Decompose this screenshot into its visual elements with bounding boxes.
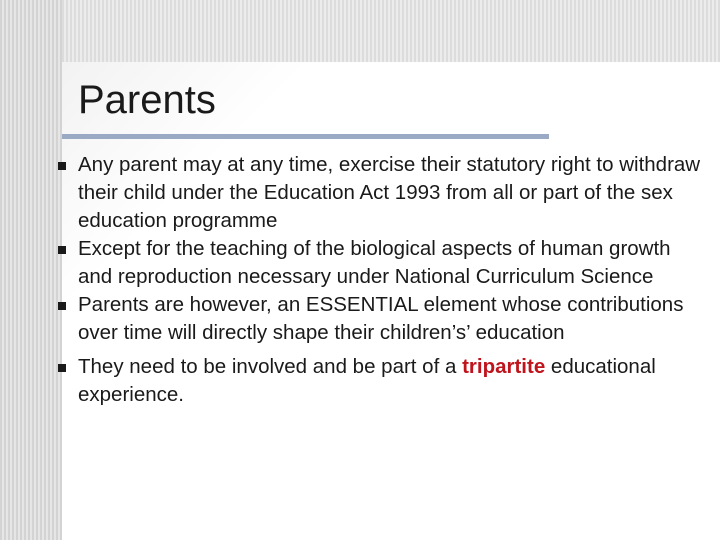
bullet-text-before: They need to be involved and be part of a: [78, 355, 463, 378]
square-bullet-icon: [58, 162, 66, 170]
bullet-item-withdraw-right: [58, 151, 708, 235]
bullet-list: [58, 151, 708, 409]
bullet-item-tripartite: [58, 353, 708, 409]
bullet-item-biological-exception: [58, 235, 708, 291]
slide-title: Parents: [78, 78, 216, 122]
square-bullet-icon: [58, 364, 66, 372]
square-bullet-icon: [58, 302, 66, 310]
bullet-item-essential-element: [58, 291, 708, 347]
bullet-text: Parents are however, an ESSENTIAL element whose contributions over time will directly shape their children’s’ education: [78, 293, 684, 344]
background-left-band: [0, 0, 62, 540]
bullet-text-after: educational experience.: [78, 355, 656, 406]
title-underline-rule: [62, 134, 549, 139]
bullet-text: Except for the teaching of the biological aspects of human growth and reproduction necessary under National Curriculum Science: [78, 237, 671, 288]
highlighted-word-tripartite: tripartite: [462, 355, 546, 378]
square-bullet-icon: [58, 246, 66, 254]
background-top-band: [62, 0, 720, 62]
bullet-text: Any parent may at any time, exercise their statutory right to withdraw their child under the Education Act 1993 from all or part of the sex education programme: [78, 153, 701, 232]
